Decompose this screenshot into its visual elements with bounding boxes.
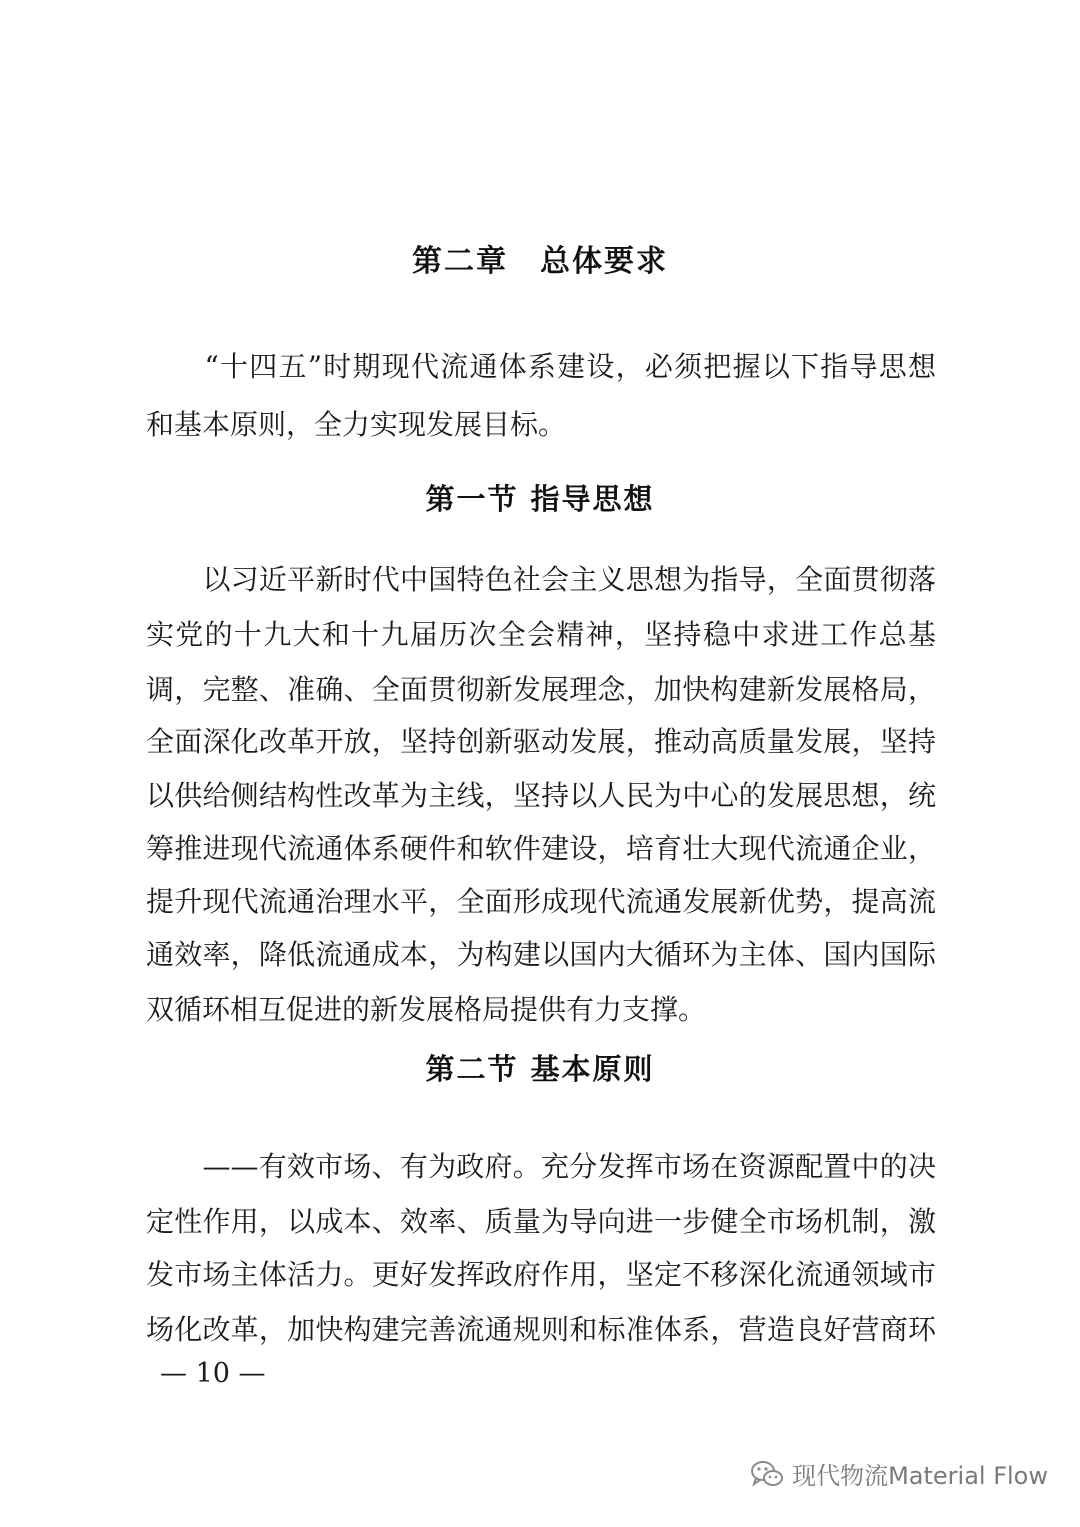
paragraph-line: ——有效市场、有为政府。充分发挥市场在资源配置中的决 (146, 1150, 936, 1183)
paragraph-line: 以供给侧结构性改革为主线，坚持以人民为中心的发展思想，统 (146, 779, 936, 812)
paragraph-line: 实党的十九大和十九届历次全会精神，坚持稳中求进工作总基 (146, 618, 936, 651)
intro-line: 和基本原则，全力实现发展目标。 (146, 408, 567, 441)
paragraph-line: 定性作用，以成本、效率、质量为导向进一步健全市场机制，激 (146, 1205, 936, 1238)
page-number: — 10 — (160, 1358, 266, 1389)
paragraph-line: 场化改革，加快构建完善流通规则和标准体系，营造良好营商环 (146, 1313, 936, 1346)
paragraph-line: 调，完整、准确、全面贯彻新发展理念，加快构建新发展格局， (146, 673, 936, 706)
paragraph-line: 筹推进现代流通体系硬件和软件建设，培育壮大现代流通企业， (146, 832, 936, 865)
section-title: 第二节 基本原则 (425, 1052, 655, 1086)
paragraph-line: 全面深化改革开放，坚持创新驱动发展，推动高质量发展，坚持 (146, 725, 936, 758)
section-title: 第一节 指导思想 (425, 482, 655, 516)
watermark-text: 现代物流Material Flow (792, 1462, 1048, 1490)
intro-line: “十四五”时期现代流通体系建设，必须把握以下指导思想 (146, 350, 936, 383)
paragraph-line: 提升现代流通治理水平，全面形成现代流通发展新优势，提高流 (146, 885, 936, 918)
paragraph-line: 通效率，降低流通成本，为构建以国内大循环为主体、国内国际 (146, 938, 936, 971)
paragraph-line: 双循环相互促进的新发展格局提供有力支撑。 (146, 993, 707, 1026)
wechat-icon (750, 1459, 784, 1489)
paragraph-line: 以习近平新时代中国特色社会主义思想为指导，全面贯彻落 (146, 563, 936, 596)
chapter-title: 第二章 总体要求 (412, 244, 668, 279)
watermark (750, 1456, 1048, 1491)
paragraph-line: 发市场主体活力。更好发挥政府作用，坚定不移深化流通领域市 (146, 1258, 936, 1291)
